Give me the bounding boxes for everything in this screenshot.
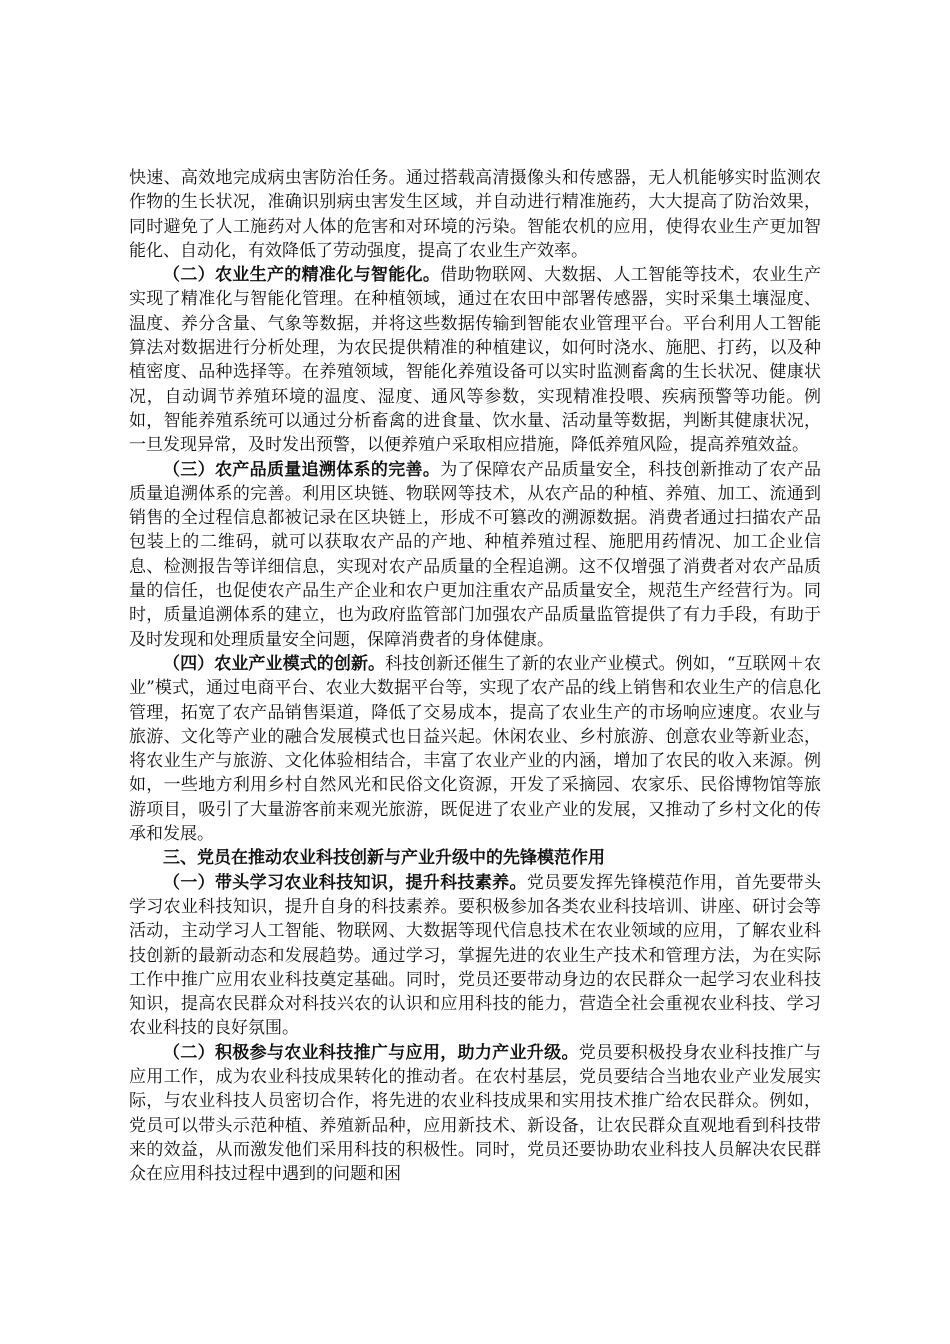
paragraph-body: 为了保障农产品质量安全，科技创新推动了农产品质量追溯体系的完善。利用区块链、物联网等技术，从农产品的种植、养殖、加工、流通到销售的全过程信息都被记录在区块链上，形成不可篡改的溯源数据。消费者通过扫描农产品包装上的二维码，就可以获取农产品的产地、种植养殖过程、施肥用药情况、加工企业信息、检测报告等详细信息，实现对农产品质量的全程追溯。这不仅增强了消费者对农产品质量的信任，也促使农产品生产企业和农户更加注重农产品质量安全，规范生产经营行为。同时，质量追溯体系的建立，也为政府监管部门加强农产品质量监管提供了有力手段，有助于及时发现和处理质量安全问题，保障消费者的身体健康。 (129, 459, 822, 650)
paragraph-heading: （一）带头学习农业科技知识，提升科技素养。 (163, 872, 527, 893)
paragraph-heading: （四）农业产业模式的创新。 (163, 653, 386, 674)
paragraph-body: 借助物联网、大数据、人工智能等技术，农业生产实现了精准化与智能化管理。在种植领域，通过在农田中部署传感器，实时采集土壤湿度、温度、养分含量、气象等数据，并将这些数据传输到智能农业管理平台。平台利用人工智能算法对数据进行分析处理，为农民提供精准的种植建议，如何时浇水、施肥、打药，以及种植密度、品种选择等。在养殖领域，智能化养殖设备可以实时监测畜禽的生长状况、健康状况，自动调节养殖环境的温度、湿度、通风等参数，实现精准投喂、疾病预警等功能。例如，智能养殖系统可以通过分析畜禽的进食量、饮水量、活动量等数据，判断其健康状况，一旦发现异常，及时发出预警，以便养殖户采取相应措施，降低养殖风险，提高养殖效益。 (129, 265, 822, 456)
paragraph-industry-model (129, 652, 821, 846)
section-title: 三、党员在推动农业科技创新与产业升级中的先锋模范作用 (163, 848, 605, 869)
paragraph-learning (129, 871, 821, 1041)
document-page (129, 166, 821, 1186)
paragraph-precision-agriculture (129, 263, 821, 457)
paragraph-body: 科技创新还催生了新的农业产业模式。例如，“互联网＋农业”模式，通过电商平台、农业大数据平台等，实现了农产品的线上销售和农业生产的信息化管理，拓宽了农产品销售渠道，降低了交易成本，提高了农业生产的市场响应速度。农业与旅游、文化等产业的融合发展模式也日益兴起。休闲农业、乡村旅游、创意农业等新业态，将农业生产与旅游、文化体验相结合，丰富了农业产业的内涵，增加了农民的收入来源。例如，一些地方利用乡村自然风光和民俗文化资源，开发了采摘园、农家乐、民俗博物馆等旅游项目，吸引了大量游客前来观光旅游，既促进了农业产业的发展，又推动了乡村文化的传承和发展。 (129, 653, 821, 845)
paragraph-intro: 快速、高效地完成病虫害防治任务。通过搭载高清摄像头和传感器，无人机能够实时监测农作物的生长状况，准确识别病虫害发生区域，并自动进行精准施药，大大提高了防治效果，同时避免了人工施药对人体的危害和对环境的污染。智能农机的应用，使得农业生产更加智能化、自动化，有效降低了劳动强度，提高了农业生产效率。 (129, 168, 821, 261)
paragraph-heading: （二）积极参与农业科技推广与应用，助力产业升级。 (163, 1042, 579, 1063)
paragraph-heading: （二）农业生产的精准化与智能化。 (163, 265, 441, 286)
paragraph-body: 党员要发挥先锋模范作用，首先要带头学习农业科技知识，提升自身的科技素养。要积极参加各类农业科技培训、讲座、研讨会等活动，主动学习人工智能、物联网、大数据等现代信息技术在农业领域的应用，了解农业科技创新的最新动态和发展趋势。通过学习，掌握先进的农业生产技术和管理方法，为在实际工作中推广应用农业科技奠定基础。同时，党员还要带动身边的农民群众一起学习农业科技知识，提高农民群众对科技兴农的认识和应用科技的能力，营造全社会重视农业科技、学习农业科技的良好氛围。 (129, 872, 822, 1039)
paragraph-body: 党员要积极投身农业科技推广与应用工作，成为农业科技成果转化的推动者。在农村基层，党员要结合当地农业产业发展实际，与农业科技人员密切合作，将先进的农业科技成果和实用技术推广给农民群众。例如，党员可以带头示范种植、养殖新品种，应用新技术、新设备，让农民群众直观地看到科技带来的效益，从而激发他们采用科技的积极性。同时，党员还要协助农业科技人员解决农民群众在应用科技过程中遇到的问题和困 (129, 1042, 822, 1185)
paragraph-traceability (129, 458, 821, 652)
paragraph-promotion (129, 1041, 821, 1187)
paragraph-heading: （三）农产品质量追溯体系的完善。 (163, 459, 441, 480)
